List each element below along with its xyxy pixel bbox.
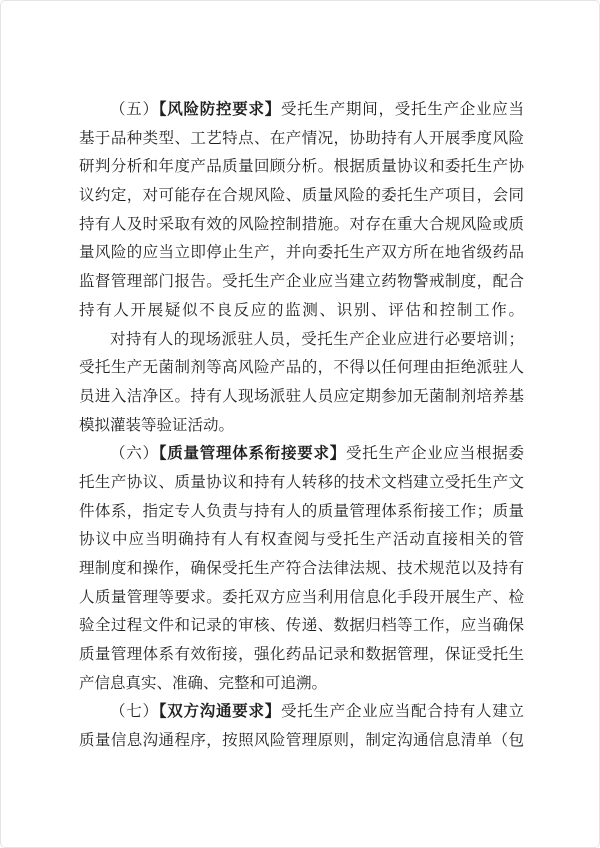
text-line [79, 698, 524, 727]
text-line [79, 612, 524, 641]
text-line [79, 211, 524, 240]
text-run: 协议中应当明确持有人有权查阅与受托生产活动直接相关的管 [79, 531, 524, 549]
text-line [79, 526, 524, 555]
text-run: 持有人及时采取有效的风险控制措施。对存在重大合规风险或质 [79, 215, 524, 233]
text-run: 量风险的应当立即停止生产，并向委托生产双方所在地省级药品 [79, 244, 524, 262]
text-run: 质量信息沟通程序，按照风险管理原则，制定沟通信息清单（包 [79, 732, 524, 750]
text-run: 受托生产企业应当配合持有人建立 [281, 703, 524, 721]
text-line [79, 727, 524, 756]
text-run: 验全过程文件和记录的审核、传递、数据归档等工作，应当确保 [79, 617, 524, 635]
text-run: （七） [110, 703, 159, 721]
text-line [79, 641, 524, 670]
text-run: 监督管理部门报告。受托生产企业应当建立药物警戒制度，配合 [79, 273, 524, 291]
text-line [79, 297, 524, 326]
paragraph [79, 698, 524, 755]
text-line [79, 584, 524, 613]
text-line [79, 498, 524, 527]
text-line [79, 440, 524, 469]
document-body [79, 96, 524, 756]
text-line [79, 239, 524, 268]
text-run: 研判分析和年度产品质量回顾分析。根据质量协议和委托生产协 [79, 158, 524, 176]
text-run: 托生产协议、质量协议和持有人转移的技术文档建立受托生产文 [79, 473, 524, 491]
text-line [79, 412, 524, 441]
section-heading: 【双方沟通要求】 [158, 703, 281, 721]
text-line [79, 383, 524, 412]
text-line [79, 182, 524, 211]
text-run: （六） [110, 445, 159, 463]
text-run: 产信息真实、准确、完整和可追溯。 [79, 674, 328, 692]
text-line [79, 125, 524, 154]
text-line [79, 326, 524, 355]
text-run: （五） [110, 101, 159, 118]
text-run: 模拟灌装等验证活动。 [79, 416, 235, 434]
text-run: 受托生产企业应当根据委 [345, 445, 524, 463]
text-line [79, 96, 524, 125]
text-run: 员进入洁净区。持有人现场派驻人员应定期参加无菌制剂培养基 [79, 387, 524, 405]
text-line [79, 469, 524, 498]
text-line [79, 670, 524, 699]
text-line [79, 555, 524, 584]
text-run: 件体系，指定专人负责与持有人的质量管理体系衔接工作；质量 [79, 502, 524, 520]
text-run: 受托生产无菌制剂等高风险产品的，不得以任何理由拒绝派驻人 [79, 359, 524, 377]
paragraph [79, 96, 524, 326]
text-run: 议约定，对可能存在合规风险、质量风险的委托生产项目，会同 [79, 187, 524, 205]
text-run: 质量管理体系有效衔接，强化药品记录和数据管理，保证受托生 [79, 646, 524, 664]
text-run: 受托生产期间，受托生产企业应当 [281, 101, 524, 118]
section-heading: 【风险防控要求】 [158, 101, 281, 118]
text-run: 理制度和操作，确保受托生产符合法律法规、技术规范以及持有 [79, 560, 524, 577]
text-run: 持有人开展疑似不良反应的监测、识别、评估和控制工作。 [79, 301, 524, 319]
text-run: 人质量管理等要求。委托双方应当利用信息化手段开展生产、检 [79, 588, 524, 606]
paragraph [79, 326, 524, 441]
text-line [79, 354, 524, 383]
section-heading: 【质量管理体系衔接要求】 [158, 445, 346, 463]
text-line [79, 268, 524, 297]
text-line [79, 153, 524, 182]
paragraph [79, 440, 524, 698]
text-run: 对持有人的现场派驻人员，受托生产企业应进行必要培训； [110, 330, 524, 348]
text-run: 基于品种类型、工艺特点、在产情况，协助持有人开展季度风险 [79, 129, 524, 147]
